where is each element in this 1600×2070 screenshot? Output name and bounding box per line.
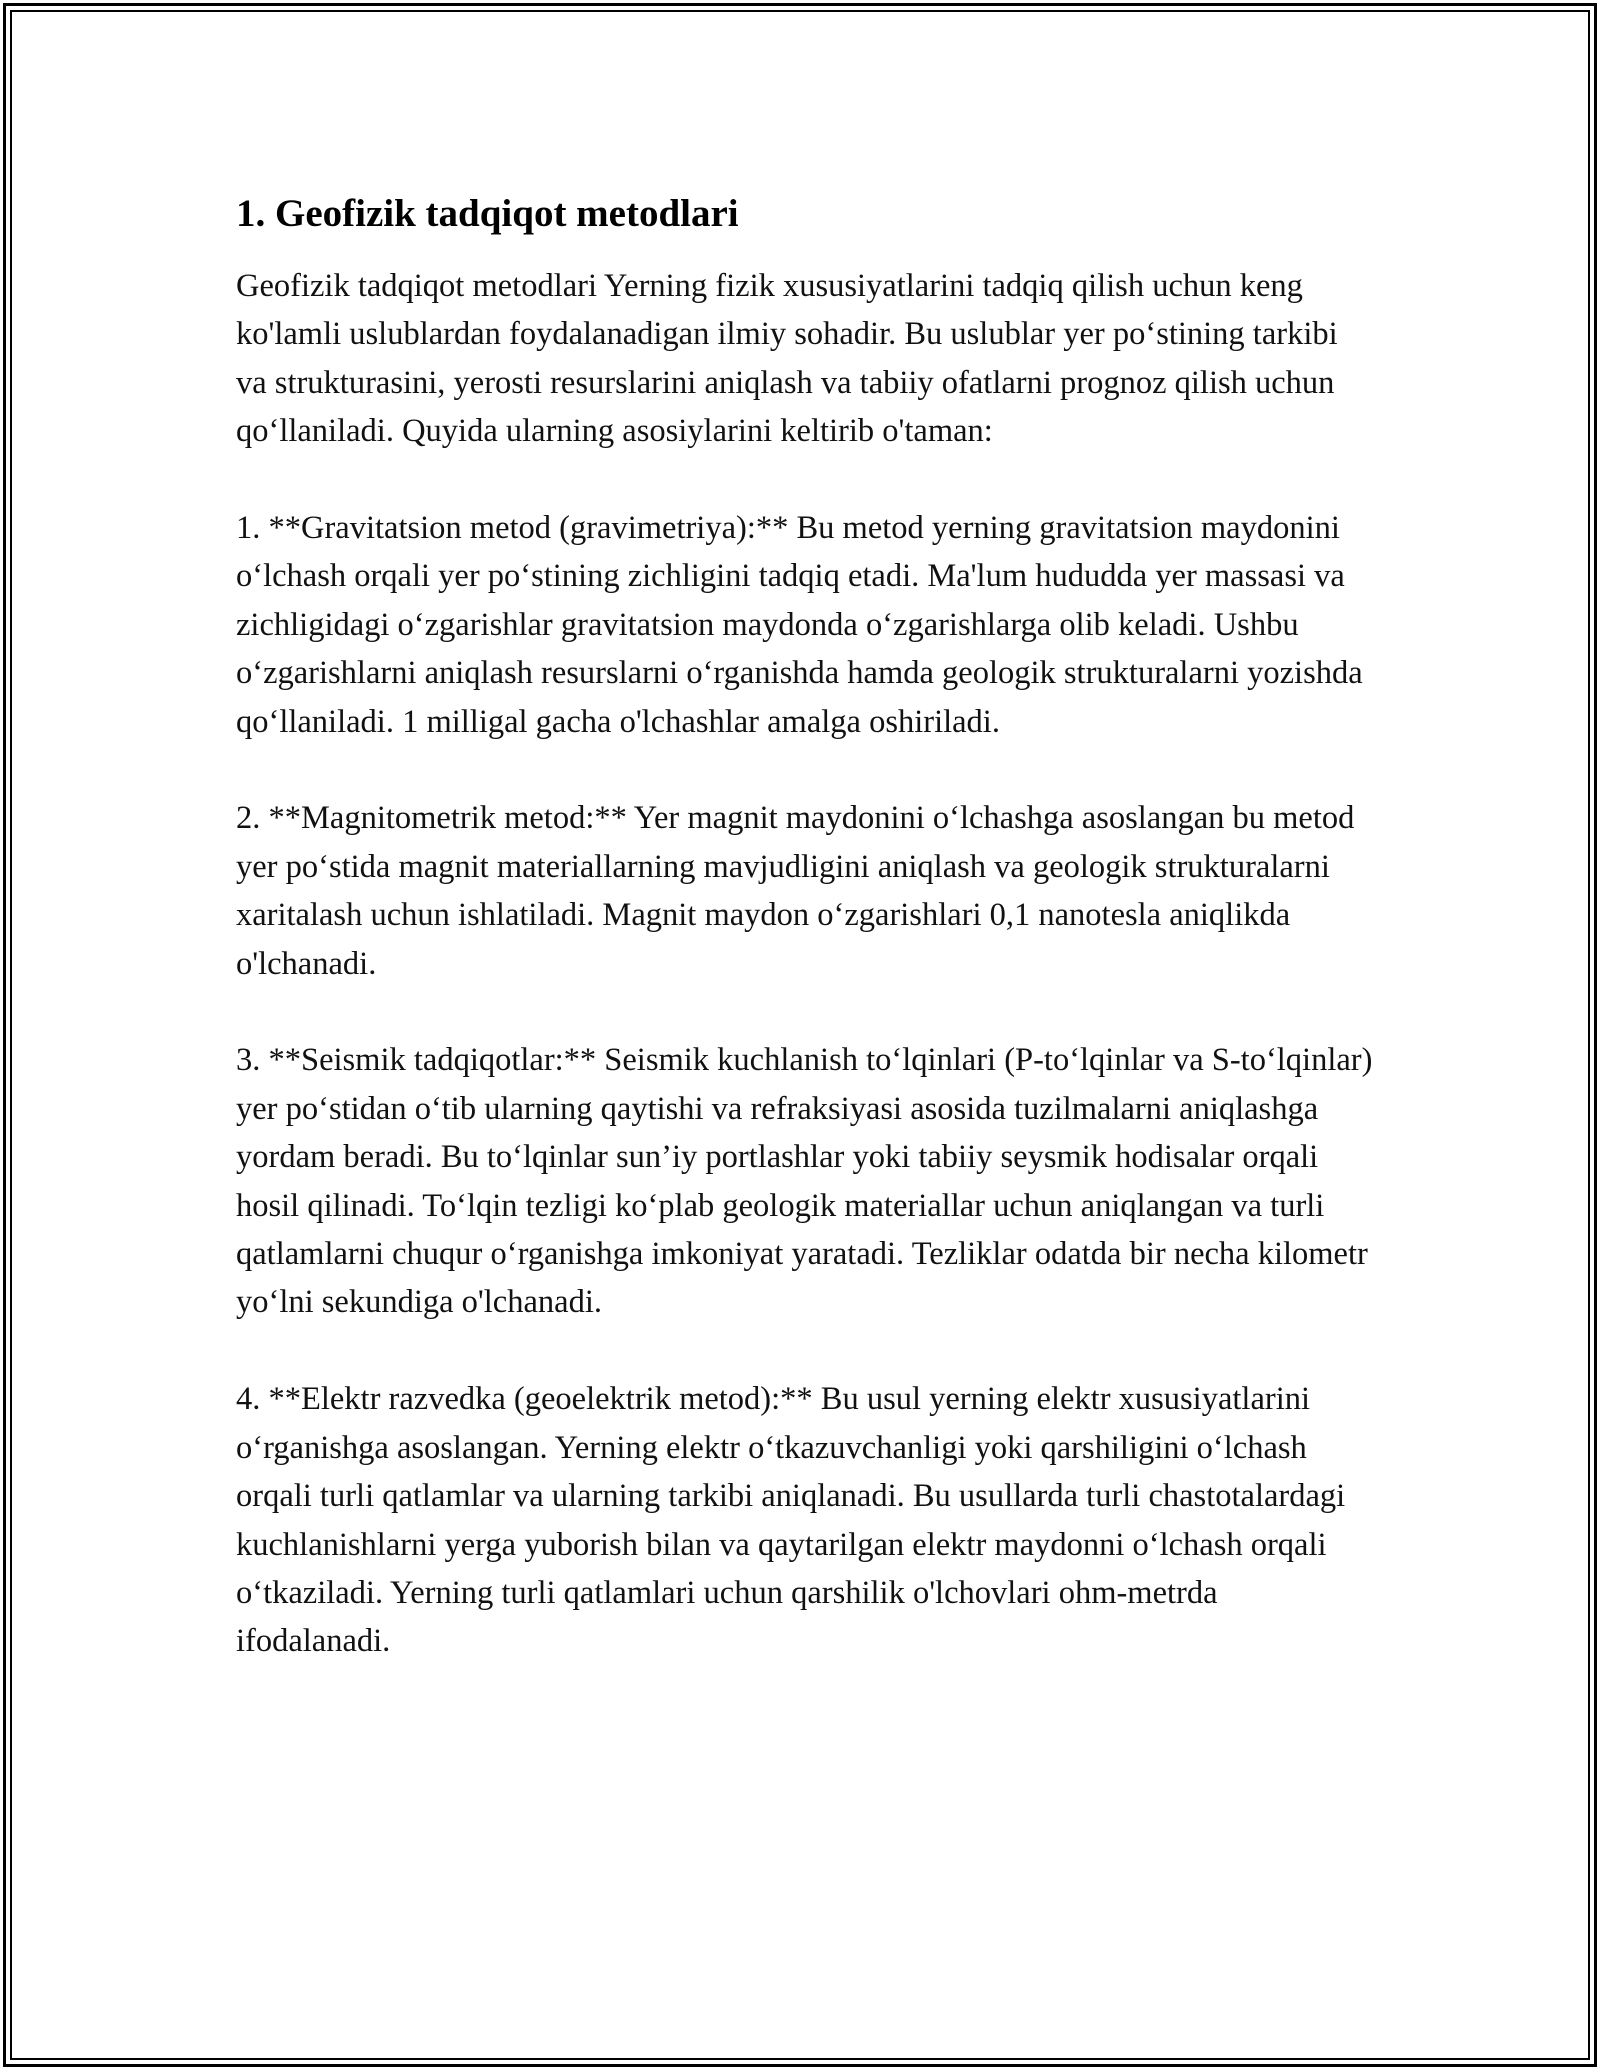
- intro-paragraph: Geofizik tadqiqot metodlari Yerning fizik xususiyatlarini tadqiq qilish uchun keng ko'lamli uslublardan foydalanadigan ilmiy sohadir. Bu uslublar yer po‘stining tarkibi va strukturasini, yerosti resurslarini aniqlash va tabiiy ofatlarni prognoz qilish uchun qo‘llaniladi. Quyida ularning asosiylarini keltirib o'taman:: [236, 268, 1338, 450]
- geoelectric-paragraph: 4. **Elektr razvedka (geoelektrik metod):** Bu usul yerning elektr xususiyatlarini o‘rganishga asoslangan. Yerning elektr o‘tkazuvchanligi yoki qarshiligini o‘lchash orqali turli qatlamlar va ularning tarkibi aniqlanadi. Bu usullarda turli chastotalardagi kuchlanishlarni yerga yuborish bilan va qaytarilgan elektr maydonni o‘lchash orqali o‘tkaziladi. Yerning turli qatlamlari uchun qarshilik o'lchovlari ohm-metrda ifodalanadi.: [236, 1381, 1346, 1660]
- seismic-paragraph: 3. **Seismik tadqiqotlar:** Seismik kuchlanish to‘lqinlari (P-to‘lqinlar va S-to‘lqinlar) yer po‘stidan o‘tib ularning qaytishi va refraksiyasi asosida tuzilmalarni aniqlashga yordam beradi. Bu to‘lqinlar sun’iy portlashlar yoki tabiiy seysmik hodisalar orqali hosil qilinadi. To‘lqin tezligi ko‘plab geologik materiallar uchun aniqlangan va turli qatlamlarni chuqur o‘rganishga imkoniyat yaratadi. Tezliklar odatda bir necha kilometr yo‘lni sekundiga o'lchanadi.: [236, 1042, 1373, 1321]
- gravimetry-paragraph: 1. **Gravitatsion metod (gravimetriya):** Bu metod yerning gravitatsion maydonini o‘lchash orqali yer po‘stining zichligini tadqiq etadi. Ma'lum hududda yer massasi va zichligidagi o‘zgarishlar gravitatsion maydonda o‘zgarishlarga olib keladi. Ushbu o‘zgarishlarni aniqlash resurslarni o‘rganishda hamda geologik strukturalarni yozishda qo‘llaniladi. 1 milligal gacha o'lchashlar amalga oshiriladi.: [236, 510, 1363, 740]
- document-body: [236, 186, 1376, 1714]
- magnetometry-paragraph: 2. **Magnitometrik metod:** Yer magnit maydonini o‘lchashga asoslangan bu metod yer po‘stida magnit materiallarning mavjudligini aniqlash va geologik strukturalarni xaritalash uchun ishlatiladi. Magnit maydon o‘zgarishlari 0,1 nanotesla aniqlikda o'lchanadi.: [236, 800, 1355, 982]
- section-heading: 1. Geofizik tadqiqot metodlari: [236, 192, 739, 235]
